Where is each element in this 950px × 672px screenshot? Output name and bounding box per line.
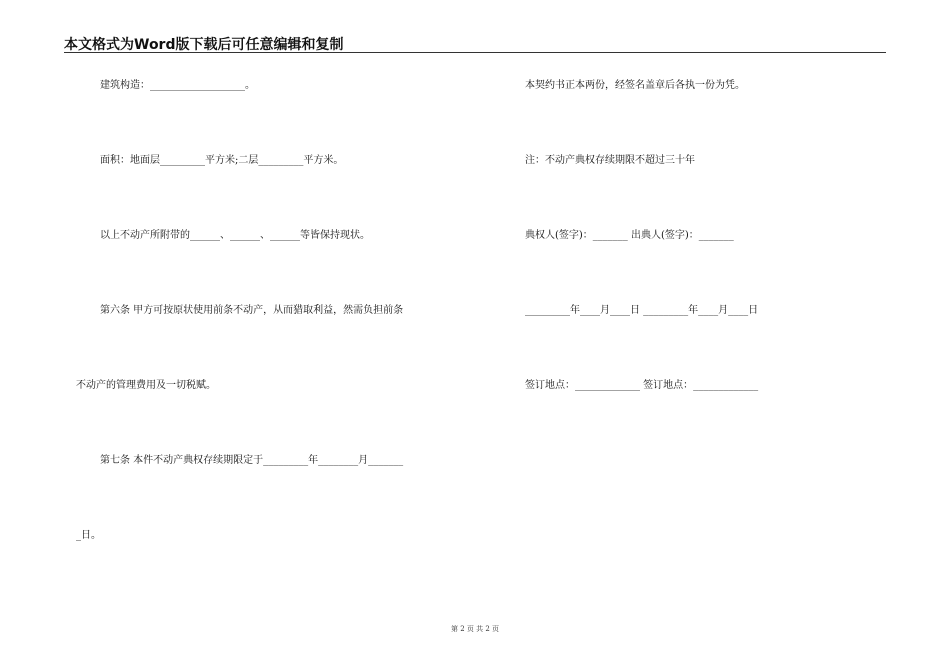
paragraph-article-six: 第六条 甲方可按原状使用前条不动产，从而猎取利益，然需负担前条: [100, 305, 404, 316]
paragraph-attached-items: 以上不动产所附带的______、______、______等皆保持现状。: [100, 230, 370, 241]
date-line: _________年____月____日 _________年____月____日: [525, 305, 759, 316]
paragraph-article-six-cont: 不动产的管理费用及一切税赋。: [76, 380, 216, 391]
header-title: 本文格式为Word版下载后可任意编辑和复制: [64, 37, 344, 53]
paragraph-note: 注：不动产典权存续期限不超过三十年: [525, 155, 695, 166]
page-number: 第 2 页 共 2 页: [450, 625, 500, 633]
signature-line: 典权人(签字)：_______ 出典人(签字)：_______: [525, 230, 734, 241]
paragraph-article-seven: 第七条 本件不动产典权存续期限定于_________年________月_______: [100, 455, 404, 466]
paragraph-building-structure: 建筑构造：___________________。: [100, 80, 255, 91]
paragraph-article-seven-cont: _日。: [76, 530, 101, 541]
paragraph-area: 面积：地面层_________平方米;二层_________平方米。: [100, 155, 344, 166]
paragraph-copies: 本契约书正本两份，经签名盖章后各执一份为凭。: [525, 80, 745, 91]
header-divider: [64, 52, 886, 53]
page-header: [64, 34, 886, 54]
signing-place-line: 签订地点：_____________ 签订地点：_____________: [525, 380, 759, 391]
